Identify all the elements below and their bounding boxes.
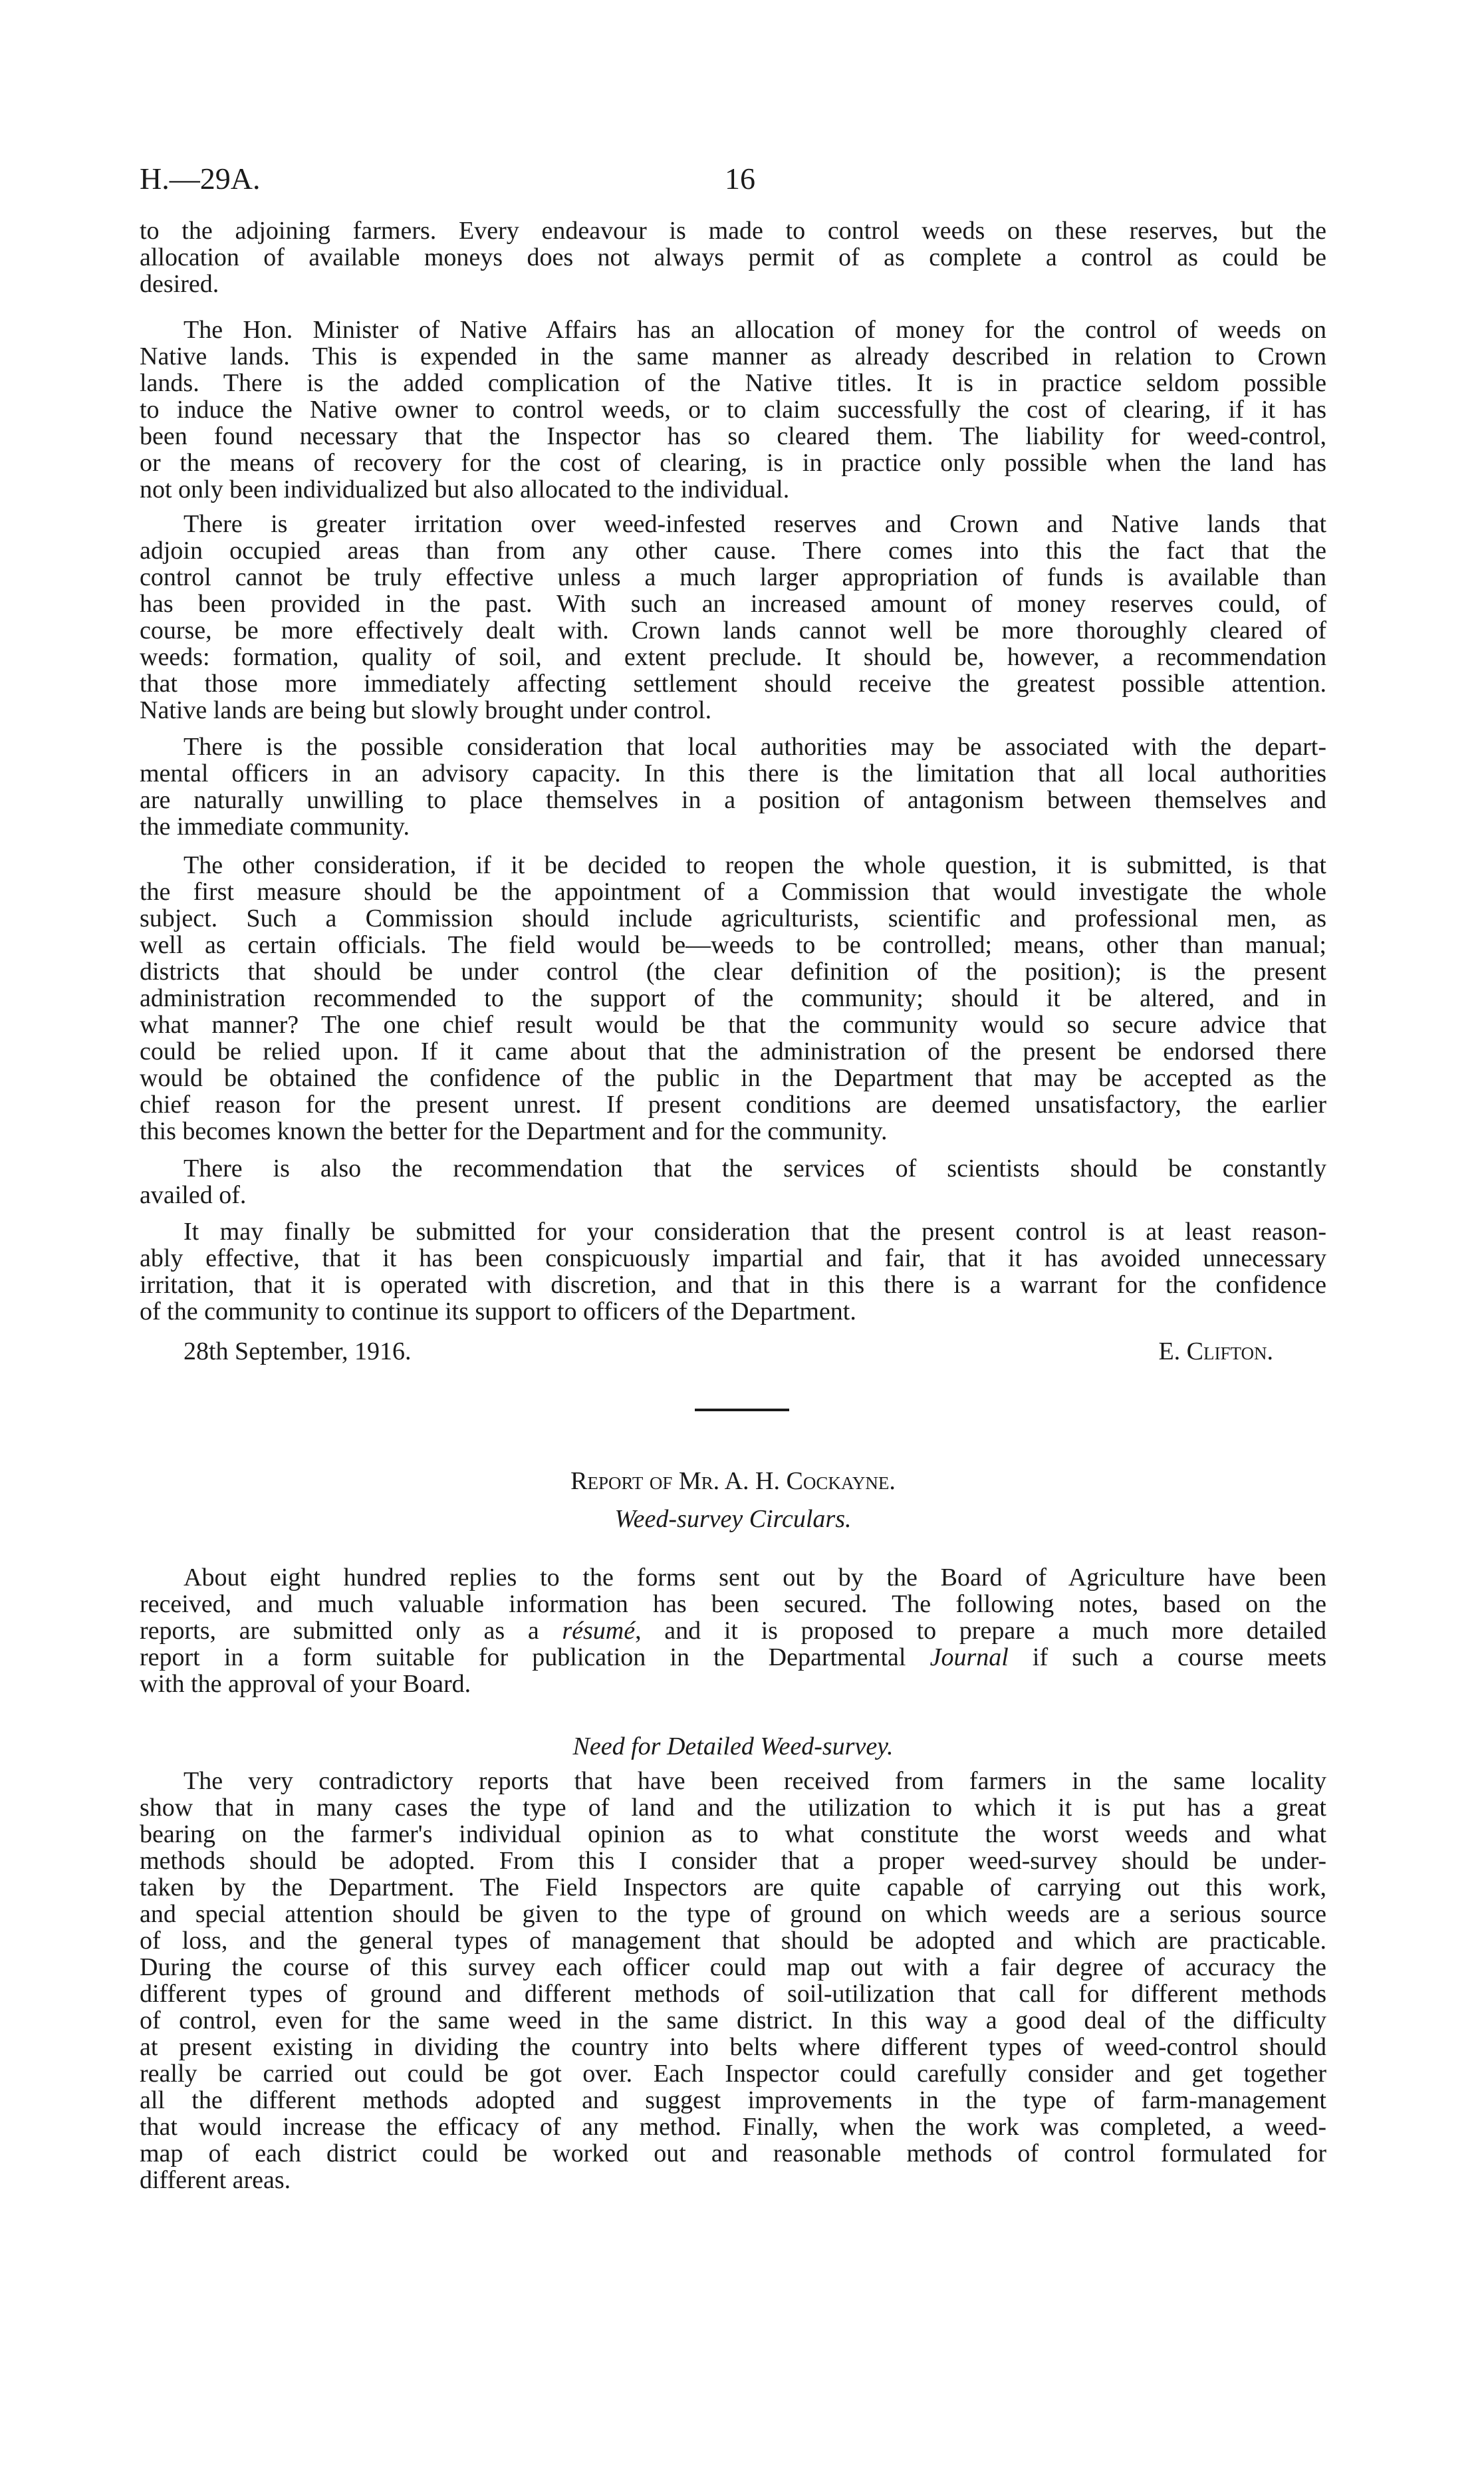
text-line: administration recommended to the support of the community; should it be altered, and in — [140, 984, 1326, 1012]
paragraph-p1 — [140, 217, 1326, 297]
text-line: the immediate community. — [140, 813, 410, 841]
paragraph-p8 — [140, 1564, 1326, 1697]
paragraph-p2 — [140, 317, 1326, 503]
text-line: different types of ground and different methods of soil-utilization that call for different methods — [140, 1980, 1326, 2008]
text-line: really be carried out could be got over. Each Inspector could carefully consider and get together — [140, 2060, 1326, 2088]
paragraph-p3 — [140, 511, 1326, 724]
text-line: the first measure should be the appointment of a Commission that would investigate the whole — [140, 878, 1326, 906]
text-line: control cannot be truly effective unless a much larger appropriation of funds is available than — [140, 563, 1326, 591]
text-line: would be obtained the confidence of the public in the Department that may be accepted as the — [140, 1064, 1326, 1092]
text-line: ably effective, that it has been conspicuously impartial and fair, that it has avoided unnecessary — [140, 1244, 1326, 1272]
paragraph-p5 — [140, 852, 1326, 1145]
text-line: chief reason for the present unrest. If present conditions are deemed unsatisfactory, the earlier — [140, 1091, 1326, 1119]
text-line: to the adjoining farmers. Every endeavour is made to control weeds on these reserves, but the — [140, 217, 1326, 245]
text-line: The other consideration, if it be decided to reopen the whole question, it is submitted, is that — [184, 851, 1326, 879]
signature-name: E. Clifton. — [1158, 1337, 1273, 1365]
subheading-need-for-detailed-survey: Need for Detailed Weed-survey. — [572, 1732, 894, 1760]
text-line: bearing on the farmer's individual opinion as to what constitute the worst weeds and what — [140, 1820, 1326, 1848]
text-line: There is the possible consideration that local authorities may be associated with the depart- — [184, 733, 1326, 761]
text-line: course, be more effectively dealt with. Crown lands cannot well be more thoroughly cleared of — [140, 617, 1326, 644]
text-line: received, and much valuable information has been secured. The following notes, based on the — [140, 1590, 1326, 1618]
text-line: availed of. — [140, 1181, 247, 1209]
text-line: well as certain officials. The field would be—weeds to be controlled; means, other than manual; — [140, 931, 1326, 959]
text-line: to induce the Native owner to control weeds, or to claim successfully the cost of clearing, if it has — [140, 396, 1326, 424]
signature-line — [140, 1338, 1326, 1365]
subheading-weed-survey-circulars: Weed-survey Circulars. — [614, 1505, 852, 1533]
text-line: with the approval of your Board. — [140, 1670, 471, 1698]
text-line — [140, 1617, 1326, 1644]
paragraph-p7 — [140, 1218, 1326, 1325]
text-line: of the community to continue its support to officers of the Department. — [140, 1298, 856, 1325]
text-line: what manner? The one chief result would be that the community would so secure advice that — [140, 1011, 1326, 1039]
text-line: mental officers in an advisory capacity. In this there is the limitation that all local authorities — [140, 759, 1326, 787]
text-line: The very contradictory reports that have been received from farmers in the same locality — [184, 1767, 1326, 1795]
page-number: 16 — [725, 162, 755, 196]
text-line: has been provided in the past. With such an increased amount of money reserves could, of — [140, 590, 1326, 618]
signature-date: 28th September, 1916. — [184, 1337, 412, 1365]
text-line: There is also the recommendation that the services of scientists should be constantly — [184, 1155, 1326, 1182]
text-line — [140, 1644, 1326, 1671]
document-reference: H.—29A. — [140, 162, 261, 196]
text-line: that those more immediately affecting settlement should receive the greatest possible attention. — [140, 670, 1326, 698]
text-line: subject. Such a Commission should include agriculturists, scientific and professional men, as — [140, 904, 1326, 932]
text-line: show that in many cases the type of land and the utilization to which it is put has a great — [140, 1794, 1326, 1822]
text-line: this becomes known the better for the Department and for the community. — [140, 1117, 888, 1145]
text-line: adjoin occupied areas than from any other cause. There comes into this the fact that the — [140, 537, 1326, 565]
text-segment: if such a course meets — [1008, 1643, 1326, 1671]
text-line: at present existing in dividing the country into belts where different types of weed-control should — [140, 2033, 1326, 2061]
paragraph-p6 — [140, 1155, 1326, 1208]
text-segment: report in a form suitable for publication in the Departmental — [140, 1643, 930, 1671]
text-line: allocation of available moneys does not always permit of as complete a control as could be — [140, 243, 1326, 271]
text-line: desired. — [140, 270, 219, 298]
text-line: all the different methods adopted and suggest improvements in the type of farm-management — [140, 2086, 1326, 2114]
text-line: taken by the Department. The Field Inspectors are quite capable of carrying out this work, — [140, 1873, 1326, 1901]
text-line: During the course of this survey each officer could map out with a fair degree of accuracy the — [140, 1953, 1326, 1981]
text-line: of control, even for the same weed in the same district. In this way a good deal of the difficulty — [140, 2006, 1326, 2034]
text-line: lands. There is the added complication of the Native titles. It is in practice seldom possible — [140, 369, 1326, 397]
text-line: different areas. — [140, 2166, 291, 2194]
text-line: and special attention should be given to the type of ground on which weeds are a serious source — [140, 1900, 1326, 1928]
text-line: weeds: formation, quality of soil, and extent preclude. It should be, however, a recommendation — [140, 643, 1326, 671]
text-line: not only been individualized but also allocated to the individual. — [140, 476, 790, 503]
text-line: been found necessary that the Inspector has so cleared them. The liability for weed-control, — [140, 422, 1326, 450]
text-line: irritation, that it is operated with discretion, and that in this there is a warrant for the confidence — [140, 1271, 1326, 1299]
italic-text: Journal — [929, 1643, 1009, 1671]
report-title: Report of Mr. A. H. Cockayne. — [570, 1467, 896, 1495]
section-divider — [695, 1409, 789, 1411]
text-line: are naturally unwilling to place themselves in a position of antagonism between themselves and — [140, 786, 1326, 814]
text-line: There is greater irritation over weed-infested reserves and Crown and Native lands that — [184, 510, 1326, 538]
text-line: About eight hundred replies to the forms sent out by the Board of Agriculture have been — [184, 1564, 1326, 1591]
text-line: could be relied upon. If it came about that the administration of the present be endorsed there — [140, 1037, 1326, 1065]
text-line: Native lands. This is expended in the same manner as already described in relation to Crown — [140, 343, 1326, 370]
italic-text: résumé — [562, 1617, 636, 1645]
text-line: methods should be adopted. From this I consider that a proper weed-survey should be under- — [140, 1847, 1326, 1875]
text-line: It may finally be submitted for your consideration that the present control is at least reason- — [184, 1218, 1326, 1246]
text-line: map of each district could be worked out and reasonable methods of control formulated for — [140, 2139, 1326, 2167]
text-line: or the means of recovery for the cost of clearing, is in practice only possible when the land has — [140, 449, 1326, 477]
paragraph-p4 — [140, 734, 1326, 840]
text-line: that would increase the efficacy of any method. Finally, when the work was completed, a weed- — [140, 2113, 1326, 2141]
text-line: The Hon. Minister of Native Affairs has an allocation of money for the control of weeds on — [184, 316, 1326, 344]
text-segment: , and it is proposed to prepare a much more detailed — [635, 1617, 1326, 1645]
text-line: of loss, and the general types of management that should be adopted and which are practicable. — [140, 1927, 1326, 1955]
text-line: Native lands are being but slowly brought under control. — [140, 696, 712, 724]
text-segment: reports, are submitted only as a — [140, 1617, 562, 1645]
text-line: districts that should be under control (the clear definition of the position); is the present — [140, 958, 1326, 986]
paragraph-p9 — [140, 1768, 1326, 2193]
